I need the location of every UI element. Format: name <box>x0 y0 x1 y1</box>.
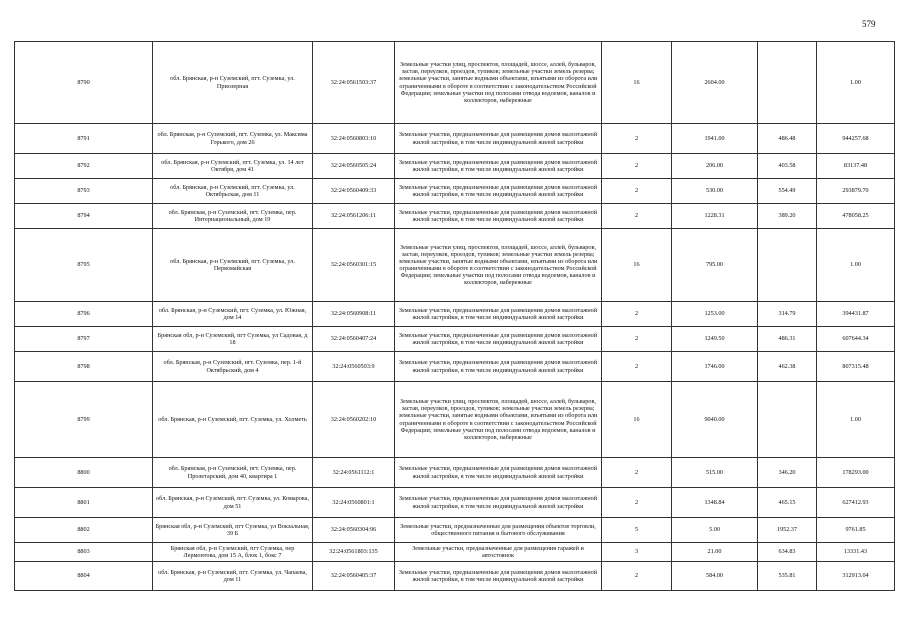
table-row <box>15 229 895 302</box>
area-cell: 1228.31 <box>672 204 758 229</box>
specific-value-cell: 486.31 <box>758 327 817 352</box>
area-cell: 515.00 <box>672 458 758 488</box>
cadastral-number-cell: 32:24:0560503:9 <box>313 352 395 382</box>
land-use-cell: Земельные участки, предназначенные для размещения гаражей и автостоянок <box>395 543 602 562</box>
area-cell: 21.00 <box>672 543 758 562</box>
area-cell: 5.00 <box>672 518 758 543</box>
group-cell: 2 <box>602 352 672 382</box>
cadastral-value-cell: 607644.34 <box>817 327 895 352</box>
address-cell: Брянская обл, р-н Суземский, пгт Суземка, ул Вокзальная, 39 Б <box>153 518 313 543</box>
address-cell: обл. Брянская, р-н Суземский, пгт. Суземка, пер. Интернациональный, дом 19 <box>153 204 313 229</box>
address-cell: Брянская обл, р-н Суземский, пгт Суземка, пер Лермонтова, дом 15 А, блок 1, бокс 7 <box>153 543 313 562</box>
group-cell: 2 <box>602 154 672 179</box>
specific-value-cell <box>758 42 817 124</box>
specific-value-cell: 535.81 <box>758 562 817 591</box>
area-cell: 584.00 <box>672 562 758 591</box>
area-cell: 1249.50 <box>672 327 758 352</box>
row-number-cell: 8800 <box>15 458 153 488</box>
area-cell: 530.00 <box>672 179 758 204</box>
table-row <box>15 204 895 229</box>
row-number-cell: 8799 <box>15 382 153 458</box>
table-row <box>15 458 895 488</box>
address-cell: обл. Брянская, р-н Суземский, пгт. Суземка, ул. Приозерная <box>153 42 313 124</box>
row-number-cell: 8793 <box>15 179 153 204</box>
table-body <box>15 42 895 591</box>
group-cell: 16 <box>602 229 672 302</box>
group-cell: 2 <box>602 124 672 154</box>
address-cell: обл. Брянская, р-н Суземский, пгт. Суземка, ул. Первомайская <box>153 229 313 302</box>
land-use-cell: Земельные участки, предназначенные для размещения домов малоэтажной жилой застройки, в том числе индивидуальной жилой застройки <box>395 154 602 179</box>
cadastral-number-cell: 32:24:0560801:1 <box>313 488 395 518</box>
row-number-cell: 8796 <box>15 302 153 327</box>
land-use-cell: Земельные участки улиц, проспектов, площадей, шоссе, аллей, бульваров, застав, переулков, проездов, тупиков; земельные участки земель резерва; земельные участки, занятые водными объектами, изъятыми из оборота или ограниченными в обороте в соответствии с законодательством Российской Федерации; земельные участки под полосами отвода водоемов, каналов и коллекторов, набережные <box>395 382 602 458</box>
specific-value-cell: 634.83 <box>758 543 817 562</box>
specific-value-cell: 389.20 <box>758 204 817 229</box>
cadastral-number-cell: 32:24:0560405:37 <box>313 562 395 591</box>
cadastral-number-cell: 32:24:0560407:24 <box>313 327 395 352</box>
table-row <box>15 302 895 327</box>
address-cell: обл. Брянская, р-н Суземский, пгт. Суземка, ул. Октябрьская, дом 11 <box>153 179 313 204</box>
cadastral-value-cell: 178293.00 <box>817 458 895 488</box>
row-number-cell: 8798 <box>15 352 153 382</box>
row-number-cell: 8791 <box>15 124 153 154</box>
row-number-cell: 8792 <box>15 154 153 179</box>
cadastral-number-cell: 32:24:0560803:10 <box>313 124 395 154</box>
cadastral-number-cell: 32:24:0561206:11 <box>313 204 395 229</box>
specific-value-cell <box>758 229 817 302</box>
land-use-cell: Земельные участки улиц, проспектов, площадей, шоссе, аллей, бульваров, застав, переулков, проездов, тупиков; земельные участки земель резерва; земельные участки, занятые водными объектами, изъятыми из оборота или ограниченными в обороте в соответствии с законодательством Российской Федерации; земельные участки под полосами отвода водоемов, каналов и коллекторов, набережные <box>395 42 602 124</box>
land-use-cell: Земельные участки, предназначенные для размещения домов малоэтажной жилой застройки, в том числе индивидуальной жилой застройки <box>395 124 602 154</box>
address-cell: обл. Брянская, р-н Суземский, пгт. Суземка, ул. Максима Горького, дом 26 <box>153 124 313 154</box>
cadastral-register-table <box>14 41 895 591</box>
cadastral-value-cell: 944257.68 <box>817 124 895 154</box>
group-cell: 5 <box>602 518 672 543</box>
cadastral-number-cell: 32:24:0560202:10 <box>313 382 395 458</box>
row-number-cell: 8801 <box>15 488 153 518</box>
group-cell: 2 <box>602 458 672 488</box>
cadastral-value-cell: 1.00 <box>817 382 895 458</box>
cadastral-value-cell: 312913.04 <box>817 562 895 591</box>
cadastral-value-cell: 83137.48 <box>817 154 895 179</box>
cadastral-value-cell: 807315.48 <box>817 352 895 382</box>
cadastral-value-cell: 1.00 <box>817 42 895 124</box>
cadastral-number-cell: 32:24:0561112:1 <box>313 458 395 488</box>
specific-value-cell: 554.49 <box>758 179 817 204</box>
row-number-cell: 8795 <box>15 229 153 302</box>
row-number-cell: 8804 <box>15 562 153 591</box>
area-cell: 795.00 <box>672 229 758 302</box>
specific-value-cell: 346.20 <box>758 458 817 488</box>
table-row <box>15 488 895 518</box>
area-cell: 2604.00 <box>672 42 758 124</box>
cadastral-value-cell: 394431.87 <box>817 302 895 327</box>
specific-value-cell: 465.15 <box>758 488 817 518</box>
row-number-cell: 8802 <box>15 518 153 543</box>
land-use-cell: Земельные участки, предназначенные для размещения домов малоэтажной жилой застройки, в том числе индивидуальной жилой застройки <box>395 488 602 518</box>
address-cell: обл. Брянская, р-н Суземский, пгт. Суземка, ул. Холметь <box>153 382 313 458</box>
row-number-cell: 8797 <box>15 327 153 352</box>
table-row <box>15 352 895 382</box>
table-row <box>15 382 895 458</box>
specific-value-cell: 314.79 <box>758 302 817 327</box>
address-cell: обл. Брянская, р-н Суземский, пгт. Суземка, ул. Чапаева, дом 11 <box>153 562 313 591</box>
table-row <box>15 518 895 543</box>
cadastral-value-cell: 293879.70 <box>817 179 895 204</box>
specific-value-cell: 486.48 <box>758 124 817 154</box>
address-cell: обл. Брянская, р-н Суземский, пгт. Суземка, пер. 1-й Октябрьский, дом 4 <box>153 352 313 382</box>
cadastral-number-cell: 32:24:0560301:15 <box>313 229 395 302</box>
table-row <box>15 154 895 179</box>
specific-value-cell <box>758 382 817 458</box>
row-number-cell: 8803 <box>15 543 153 562</box>
cadastral-number-cell: 32:24:0560505:24 <box>313 154 395 179</box>
page-number: 579 <box>862 19 876 29</box>
group-cell: 2 <box>602 179 672 204</box>
specific-value-cell: 1952.37 <box>758 518 817 543</box>
land-use-cell: Земельные участки улиц, проспектов, площадей, шоссе, аллей, бульваров, застав, переулков, проездов, тупиков; земельные участки земель резерва; земельные участки, занятые водными объектами, изъятыми из оборота или ограниченными в обороте в соответствии с законодательством Российской Федерации; земельные участки под полосами отвода водоемов, каналов и коллекторов, набережные <box>395 229 602 302</box>
land-use-cell: Земельные участки, предназначенные для размещения домов малоэтажной жилой застройки, в том числе индивидуальной жилой застройки <box>395 562 602 591</box>
group-cell: 2 <box>602 302 672 327</box>
cadastral-number-cell: 32:24:0560409:33 <box>313 179 395 204</box>
cadastral-number-cell: 32:24:0561503:37 <box>313 42 395 124</box>
group-cell: 2 <box>602 327 672 352</box>
address-cell: обл. Брянская, р-н Суземский, пгт. Суземка, ул. Южная, дом 14 <box>153 302 313 327</box>
group-cell: 16 <box>602 382 672 458</box>
area-cell: 206.00 <box>672 154 758 179</box>
land-use-cell: Земельные участки, предназначенные для размещения домов малоэтажной жилой застройки, в том числе индивидуальной жилой застройки <box>395 327 602 352</box>
address-cell: Брянская обл, р-н Суземский, пгт Суземка, ул Садовая, д 18 <box>153 327 313 352</box>
table-row <box>15 327 895 352</box>
cadastral-number-cell: 32:24:0560304:96 <box>313 518 395 543</box>
group-cell: 16 <box>602 42 672 124</box>
group-cell: 2 <box>602 562 672 591</box>
area-cell: 1941.00 <box>672 124 758 154</box>
land-use-cell: Земельные участки, предназначенные для размещения домов малоэтажной жилой застройки, в том числе индивидуальной жилой застройки <box>395 179 602 204</box>
area-cell: 1746.00 <box>672 352 758 382</box>
land-use-cell: Земельные участки, предназначенные для размещения домов малоэтажной жилой застройки, в том числе индивидуальной жилой застройки <box>395 204 602 229</box>
row-number-cell: 8790 <box>15 42 153 124</box>
cadastral-value-cell: 627412.93 <box>817 488 895 518</box>
group-cell: 2 <box>602 204 672 229</box>
row-number-cell: 8794 <box>15 204 153 229</box>
land-use-cell: Земельные участки, предназначенные для размещения домов малоэтажной жилой застройки, в том числе индивидуальной жилой застройки <box>395 302 602 327</box>
cadastral-number-cell: 32:24:0561803:135 <box>313 543 395 562</box>
address-cell: обл. Брянская, р-н Суземский, пгт. Суземка, пер. Пролетарский, дом 40, квартира 1 <box>153 458 313 488</box>
group-cell: 2 <box>602 488 672 518</box>
table-row <box>15 42 895 124</box>
area-cell: 9040.00 <box>672 382 758 458</box>
table-row <box>15 124 895 154</box>
address-cell: обл. Брянская, р-н Суземский, пгт. Суземка, ул. 14 лет Октября, дом 41 <box>153 154 313 179</box>
area-cell: 1348.84 <box>672 488 758 518</box>
cadastral-value-cell: 1.00 <box>817 229 895 302</box>
land-use-cell: Земельные участки, предназначенные для размещения домов малоэтажной жилой застройки, в том числе индивидуальной жилой застройки <box>395 458 602 488</box>
table-row <box>15 179 895 204</box>
cadastral-value-cell: 478058.25 <box>817 204 895 229</box>
group-cell: 3 <box>602 543 672 562</box>
table-row <box>15 543 895 562</box>
cadastral-value-cell: 13331.43 <box>817 543 895 562</box>
cadastral-number-cell: 32:24:0560908:11 <box>313 302 395 327</box>
land-use-cell: Земельные участки, предназначенные для размещения домов малоэтажной жилой застройки, в том числе индивидуальной жилой застройки <box>395 352 602 382</box>
address-cell: обл. Брянская, р-н Суземский, пгт. Суземка, ул. Комарова, дом 51 <box>153 488 313 518</box>
table-row <box>15 562 895 591</box>
specific-value-cell: 462.38 <box>758 352 817 382</box>
land-use-cell: Земельные участки, предназначенные для размещения объектов торговли, общественного питания и бытового обслуживания <box>395 518 602 543</box>
specific-value-cell: 403.58 <box>758 154 817 179</box>
area-cell: 1253.00 <box>672 302 758 327</box>
cadastral-value-cell: 9761.85 <box>817 518 895 543</box>
